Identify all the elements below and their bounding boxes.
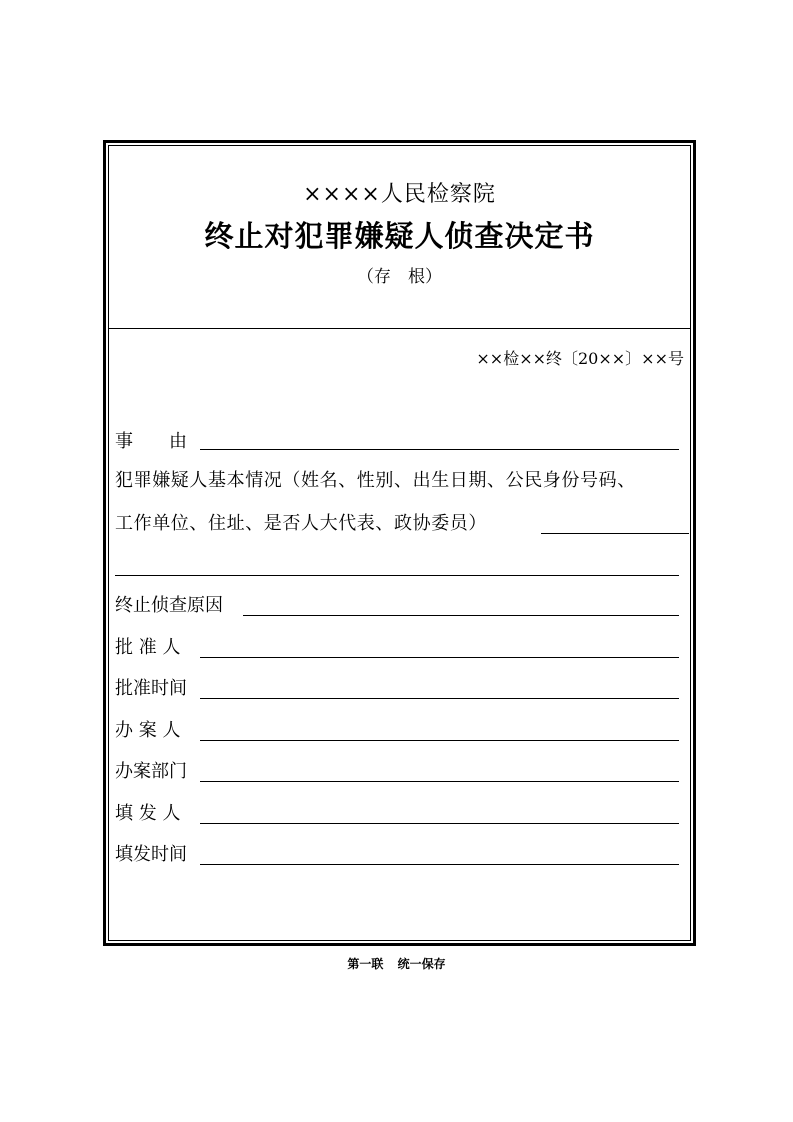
issuer-label: 填 发 人 bbox=[115, 803, 181, 824]
suspect-info-input-line-1[interactable] bbox=[541, 533, 689, 534]
suspect-info-input-line-2[interactable] bbox=[115, 575, 679, 576]
form-inner-border bbox=[108, 145, 691, 941]
approval-time-label: 批准时间 bbox=[115, 678, 187, 699]
issue-time-label: 填发时间 bbox=[115, 844, 187, 865]
approver-input-line[interactable] bbox=[200, 657, 679, 658]
cause-label: 事 由 bbox=[115, 431, 187, 452]
form-frame bbox=[103, 140, 696, 946]
suspect-info-label-line1: 犯罪嫌疑人基本情况（姓名、性别、出生日期、公民身份号码、 bbox=[115, 470, 636, 491]
issue-time-input-line[interactable] bbox=[200, 864, 679, 865]
handler-label: 办 案 人 bbox=[115, 720, 181, 741]
approval-time-input-line[interactable] bbox=[200, 698, 679, 699]
handling-dept-label: 办案部门 bbox=[115, 761, 187, 782]
issuer-input-line[interactable] bbox=[200, 823, 679, 824]
handler-input-line[interactable] bbox=[200, 740, 679, 741]
cause-input-line[interactable] bbox=[200, 449, 679, 450]
agency-name: ××××人民检察院 bbox=[303, 182, 496, 207]
reason-input-line[interactable] bbox=[243, 615, 679, 616]
suspect-info-label-line2: 工作单位、住址、是否人大代表、政协委员） bbox=[115, 513, 487, 534]
handling-dept-input-line[interactable] bbox=[200, 781, 679, 782]
document-number: ××检××终〔20××〕××号 bbox=[476, 349, 684, 368]
footer-copy-label: 第一联 统一保存 bbox=[347, 957, 446, 971]
header-divider bbox=[109, 328, 690, 329]
stub-label: （存 根） bbox=[357, 267, 442, 287]
approver-label: 批 准 人 bbox=[115, 637, 181, 658]
document-title: 终止对犯罪嫌疑人侦查决定书 bbox=[204, 219, 595, 253]
reason-label: 终止侦查原因 bbox=[115, 595, 223, 616]
